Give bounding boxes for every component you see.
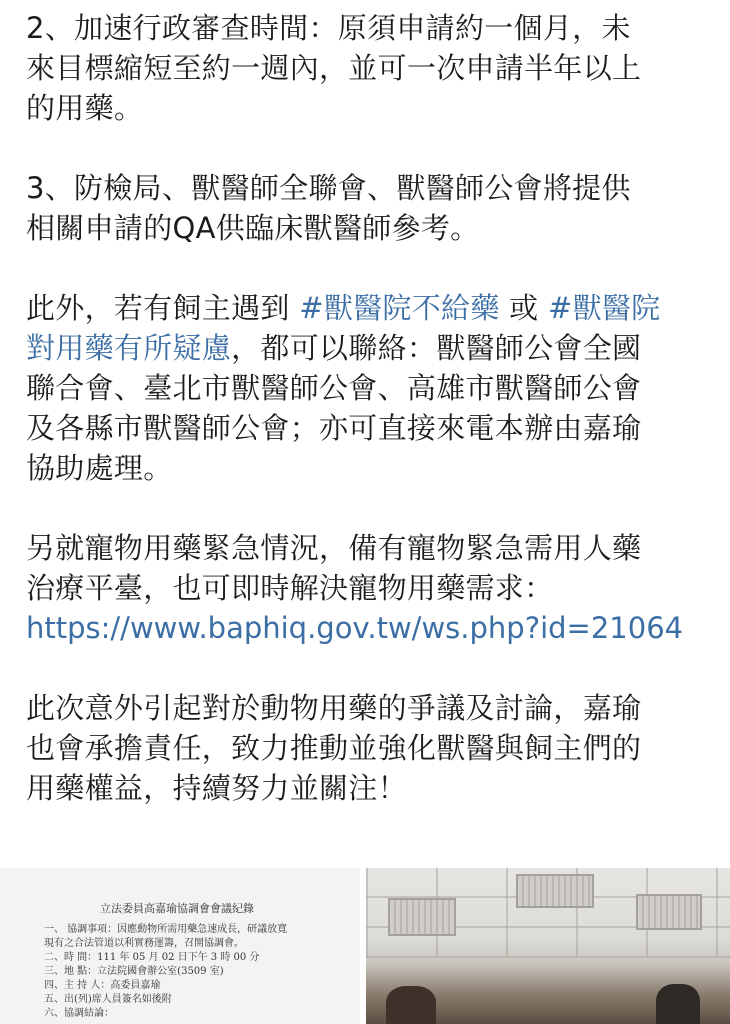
post-photos xyxy=(0,868,730,1024)
post-text-line xyxy=(26,328,716,368)
post-text-line: 此次意外引起對於動物用藥的爭議及討論，嘉瑜 xyxy=(26,691,642,725)
attendee-figure xyxy=(386,986,436,1024)
ceiling-vent xyxy=(636,894,702,930)
post-text-line: 治療平臺，也可即時解決寵物用藥需求： xyxy=(26,571,554,605)
post-text-line xyxy=(26,288,716,328)
document-line: 五、出(列)席人員簽名如後附 xyxy=(44,994,172,1005)
post-text-line: 3、防檢局、獸醫師全聯會、獸醫師公會將提供 xyxy=(26,171,631,205)
ceiling-vent xyxy=(516,874,594,908)
post-text-line: 來目標縮短至約一週內，並可一次申請半年以上 xyxy=(26,51,642,85)
post-text-line: 及各縣市獸醫師公會；亦可直接來電本辦由嘉瑜 xyxy=(26,411,642,445)
meeting-minutes-photo[interactable] xyxy=(0,868,360,1024)
document-line: 二、時 間：111 年 05 月 02 日下午 3 時 00 分 xyxy=(44,952,260,963)
hashtag-link[interactable]: 對用藥有所疑慮 xyxy=(26,331,232,365)
document-line: 一、 協調事項：因應動物所需用藥急速成長，研議放寬 xyxy=(44,924,288,935)
post-text-fragment: 或 xyxy=(499,291,548,325)
document-title: 立法委員高嘉瑜協調會會議紀錄 xyxy=(100,902,254,915)
meeting-room-photo[interactable] xyxy=(366,868,730,1024)
paragraph-gap xyxy=(26,128,716,168)
post-body xyxy=(26,8,716,808)
post-text-fragment: 此外，若有飼主遇到 xyxy=(26,291,300,325)
post-text-line: 也會承擔責任，致力推動並強化獸醫與飼主們的 xyxy=(26,731,642,765)
post-text-line: 另就寵物用藥緊急情況，備有寵物緊急需用人藥 xyxy=(26,531,642,565)
paragraph-gap xyxy=(26,488,716,528)
document-line: 三、地 點：立法院國會辦公室(3509 室) xyxy=(44,966,224,977)
post-text-line: 協助處理。 xyxy=(26,451,173,485)
post-text-line: 用藥權益，持續努力並關注！ xyxy=(26,771,407,805)
document-line: 現有之合法管道以利實務運籌，召開協調會。 xyxy=(44,938,244,949)
hashtag-link[interactable]: #獸醫院 xyxy=(547,291,661,325)
paragraph-gap xyxy=(26,648,716,688)
document-line: 六、協調結論： xyxy=(44,1008,114,1019)
hashtag-link[interactable]: #獸醫院不給藥 xyxy=(299,291,500,325)
post-text-line: 聯合會、臺北市獸醫師公會、高雄市獸醫師公會 xyxy=(26,371,642,405)
external-link[interactable]: https://www.baphiq.gov.tw/ws.php?id=21064 xyxy=(26,611,684,645)
post-text-line: 的用藥。 xyxy=(26,91,144,125)
post-text-fragment: ，都可以聯絡：獸醫師公會全國 xyxy=(231,331,642,365)
attendee-figure xyxy=(656,984,700,1024)
document-line: 四、主 持 人：高委員嘉瑜 xyxy=(44,980,161,991)
post-text-line xyxy=(26,608,716,648)
paragraph-gap xyxy=(26,248,716,288)
post-text-line: 相關申請的QA供臨床獸醫師參考。 xyxy=(26,211,480,245)
ceiling-vent xyxy=(388,898,456,936)
post-text-line: 2、加速行政審查時間：原須申請約一個月，未 xyxy=(26,11,631,45)
